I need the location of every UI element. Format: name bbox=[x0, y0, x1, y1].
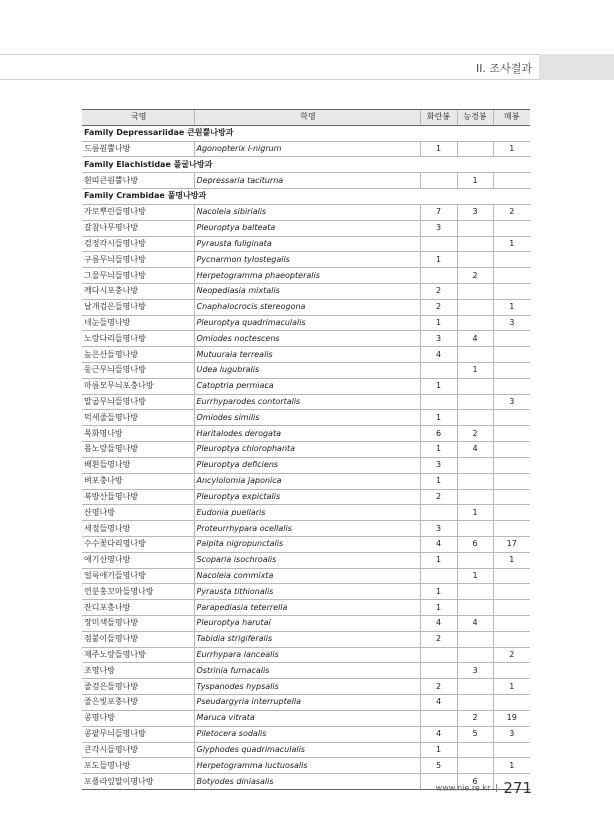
count-maebong-cell bbox=[493, 505, 530, 521]
count-hwaranbong-cell bbox=[420, 394, 457, 410]
table-row bbox=[82, 647, 530, 663]
scientific-name-cell: Herpetogramma phaeopteralis bbox=[194, 268, 420, 284]
scientific-name-cell: Glyphodes quadrimaculalis bbox=[194, 742, 420, 758]
korean-name-cell: 둥근무늬들명나방 bbox=[82, 363, 194, 379]
table-row bbox=[82, 726, 530, 742]
table-body bbox=[82, 125, 530, 789]
scientific-name-cell: Eudonia puellaris bbox=[194, 505, 420, 521]
count-neunggyeongbong-cell bbox=[457, 647, 493, 663]
count-maebong-cell: 19 bbox=[493, 710, 530, 726]
count-neunggyeongbong-cell bbox=[457, 283, 493, 299]
table-row bbox=[82, 552, 530, 568]
korean-name-cell: 흰띠큰원뿔나방 bbox=[82, 173, 194, 189]
table-row bbox=[82, 268, 530, 284]
count-hwaranbong-cell: 1 bbox=[420, 473, 457, 489]
count-maebong-cell bbox=[493, 521, 530, 537]
scientific-name-cell: Botyodes diniasalis bbox=[194, 774, 420, 790]
scientific-name-cell: Mutuuraia terrealis bbox=[194, 347, 420, 363]
scientific-name-cell: Piletocera sodalis bbox=[194, 726, 420, 742]
count-maebong-cell bbox=[493, 347, 530, 363]
family-label: Family Crambidae 풀명나방과 bbox=[82, 189, 530, 205]
count-maebong-cell: 2 bbox=[493, 647, 530, 663]
table-row bbox=[82, 347, 530, 363]
count-maebong-cell: 1 bbox=[493, 141, 530, 157]
scientific-name-cell: Eurrhypara lancealis bbox=[194, 647, 420, 663]
count-hwaranbong-cell: 3 bbox=[420, 521, 457, 537]
count-neunggyeongbong-cell bbox=[457, 552, 493, 568]
count-maebong-cell bbox=[493, 173, 530, 189]
scientific-name-cell: Catoptria permiaca bbox=[194, 378, 420, 394]
count-hwaranbong-cell: 2 bbox=[420, 679, 457, 695]
table-row bbox=[82, 442, 530, 458]
scientific-name-cell: Proteurrhypara ocellalis bbox=[194, 521, 420, 537]
count-maebong-cell bbox=[493, 616, 530, 632]
col-site-hwaranbong: 화란봉 bbox=[420, 110, 457, 126]
count-maebong-cell bbox=[493, 489, 530, 505]
table-row bbox=[82, 141, 530, 157]
scientific-name-cell: Pleuroptya harutai bbox=[194, 616, 420, 632]
count-hwaranbong-cell: 1 bbox=[420, 315, 457, 331]
count-maebong-cell bbox=[493, 268, 530, 284]
korean-name-cell: 날개검은들명나방 bbox=[82, 299, 194, 315]
count-hwaranbong-cell: 4 bbox=[420, 536, 457, 552]
scientific-name-cell: Ostrinia furnacalis bbox=[194, 663, 420, 679]
count-neunggyeongbong-cell: 4 bbox=[457, 616, 493, 632]
count-hwaranbong-cell: 2 bbox=[420, 631, 457, 647]
count-neunggyeongbong-cell bbox=[457, 410, 493, 426]
count-maebong-cell: 1 bbox=[493, 236, 530, 252]
korean-name-cell: 노랑다리들명나방 bbox=[82, 331, 194, 347]
count-hwaranbong-cell: 1 bbox=[420, 141, 457, 157]
count-maebong-cell bbox=[493, 410, 530, 426]
count-hwaranbong-cell bbox=[420, 173, 457, 189]
korean-name-cell: 마름모무늬포충나방 bbox=[82, 378, 194, 394]
family-row bbox=[82, 125, 530, 141]
count-maebong-cell: 17 bbox=[493, 536, 530, 552]
count-hwaranbong-cell: 3 bbox=[420, 457, 457, 473]
korean-name-cell: 목화명나방 bbox=[82, 426, 194, 442]
scientific-name-cell: Parapediasia teterrella bbox=[194, 600, 420, 616]
table-row bbox=[82, 204, 530, 220]
count-maebong-cell: 3 bbox=[493, 726, 530, 742]
count-neunggyeongbong-cell bbox=[457, 742, 493, 758]
count-hwaranbong-cell: 1 bbox=[420, 252, 457, 268]
table-row bbox=[82, 710, 530, 726]
count-hwaranbong-cell bbox=[420, 363, 457, 379]
header-rule bbox=[0, 54, 614, 55]
scientific-name-cell: Omiodes noctescens bbox=[194, 331, 420, 347]
korean-name-cell: 콩팥무늬들명나방 bbox=[82, 726, 194, 742]
count-neunggyeongbong-cell: 6 bbox=[457, 536, 493, 552]
table-row bbox=[82, 505, 530, 521]
table-row bbox=[82, 536, 530, 552]
korean-name-cell: 점붙이들명나방 bbox=[82, 631, 194, 647]
count-maebong-cell bbox=[493, 584, 530, 600]
korean-name-cell: 연분홍꼬마들명나방 bbox=[82, 584, 194, 600]
count-neunggyeongbong-cell bbox=[457, 473, 493, 489]
scientific-name-cell: Pseudargyria interruptella bbox=[194, 695, 420, 711]
count-hwaranbong-cell: 1 bbox=[420, 600, 457, 616]
count-neunggyeongbong-cell: 6 bbox=[457, 774, 493, 790]
scientific-name-cell: Pleuroptya chlorophanta bbox=[194, 442, 420, 458]
table-row bbox=[82, 489, 530, 505]
korean-name-cell: 가로뿌린들명나방 bbox=[82, 204, 194, 220]
scientific-name-cell: Palpita nigropunctalis bbox=[194, 536, 420, 552]
count-neunggyeongbong-cell bbox=[457, 758, 493, 774]
korean-name-cell: 장미색들명나방 bbox=[82, 616, 194, 632]
count-neunggyeongbong-cell bbox=[457, 378, 493, 394]
count-maebong-cell bbox=[493, 220, 530, 236]
family-label: Family Depressariidae 큰원뿔나방과 bbox=[82, 125, 530, 141]
korean-name-cell: 검정각시들명나방 bbox=[82, 236, 194, 252]
table-row bbox=[82, 220, 530, 236]
korean-name-cell: 줄검은들명나방 bbox=[82, 679, 194, 695]
count-maebong-cell bbox=[493, 442, 530, 458]
table-row bbox=[82, 173, 530, 189]
count-hwaranbong-cell bbox=[420, 647, 457, 663]
count-maebong-cell bbox=[493, 631, 530, 647]
scientific-name-cell: Nacoleia commixta bbox=[194, 568, 420, 584]
count-hwaranbong-cell: 3 bbox=[420, 331, 457, 347]
count-hwaranbong-cell bbox=[420, 568, 457, 584]
scientific-name-cell: Udea lugubralis bbox=[194, 363, 420, 379]
table-row bbox=[82, 663, 530, 679]
scientific-name-cell: Pyrausta fuliginata bbox=[194, 236, 420, 252]
scientific-name-cell: Agonopterix l-nigrum bbox=[194, 141, 420, 157]
scientific-name-cell: Eurrhyparodes contortalis bbox=[194, 394, 420, 410]
count-neunggyeongbong-cell bbox=[457, 679, 493, 695]
scientific-name-cell: Maruca vitrata bbox=[194, 710, 420, 726]
scientific-name-cell: Tyspanodes hypsalis bbox=[194, 679, 420, 695]
count-neunggyeongbong-cell: 2 bbox=[457, 426, 493, 442]
count-neunggyeongbong-cell bbox=[457, 584, 493, 600]
korean-name-cell: 포도들명나방 bbox=[82, 758, 194, 774]
korean-name-cell: 잔디포충나방 bbox=[82, 600, 194, 616]
table-row bbox=[82, 283, 530, 299]
scientific-name-cell: Ancylolomia japonica bbox=[194, 473, 420, 489]
count-maebong-cell: 1 bbox=[493, 758, 530, 774]
table-row bbox=[82, 758, 530, 774]
count-neunggyeongbong-cell bbox=[457, 141, 493, 157]
count-maebong-cell bbox=[493, 426, 530, 442]
scientific-name-cell: Cnaphalocrocis stereogona bbox=[194, 299, 420, 315]
count-maebong-cell: 3 bbox=[493, 394, 530, 410]
table-row bbox=[82, 568, 530, 584]
scientific-name-cell: Pleuroptya balteata bbox=[194, 220, 420, 236]
count-hwaranbong-cell: 7 bbox=[420, 204, 457, 220]
table-row bbox=[82, 457, 530, 473]
korean-name-cell: 얼룩애기들명나방 bbox=[82, 568, 194, 584]
count-neunggyeongbong-cell: 1 bbox=[457, 363, 493, 379]
running-header bbox=[0, 54, 614, 80]
count-neunggyeongbong-cell: 1 bbox=[457, 505, 493, 521]
count-neunggyeongbong-cell bbox=[457, 252, 493, 268]
scientific-name-cell: Pleuroptya expictalis bbox=[194, 489, 420, 505]
scientific-name-cell: Tabidia strigiferalis bbox=[194, 631, 420, 647]
count-maebong-cell bbox=[493, 331, 530, 347]
table-row bbox=[82, 363, 530, 379]
table-row bbox=[82, 410, 530, 426]
count-neunggyeongbong-cell bbox=[457, 220, 493, 236]
scientific-name-cell: Herpetogramma luctuosalis bbox=[194, 758, 420, 774]
korean-name-cell: 드름원뿔나방 bbox=[82, 141, 194, 157]
count-neunggyeongbong-cell bbox=[457, 600, 493, 616]
col-korean-name: 국명 bbox=[82, 110, 194, 126]
count-neunggyeongbong-cell bbox=[457, 236, 493, 252]
count-neunggyeongbong-cell bbox=[457, 457, 493, 473]
scientific-name-cell: Haritalodes derogata bbox=[194, 426, 420, 442]
table-row bbox=[82, 679, 530, 695]
table-row bbox=[82, 426, 530, 442]
family-row bbox=[82, 189, 530, 205]
table-row bbox=[82, 616, 530, 632]
korean-name-cell: 콩명나방 bbox=[82, 710, 194, 726]
count-hwaranbong-cell: 6 bbox=[420, 426, 457, 442]
korean-name-cell: 구름무늬들명나방 bbox=[82, 252, 194, 268]
count-hwaranbong-cell bbox=[420, 505, 457, 521]
col-scientific-name: 학명 bbox=[194, 110, 420, 126]
table-header-row bbox=[82, 110, 530, 126]
header-tab bbox=[539, 54, 614, 80]
count-hwaranbong-cell: 2 bbox=[420, 299, 457, 315]
table-row bbox=[82, 521, 530, 537]
korean-name-cell: 그물무늬들명나방 bbox=[82, 268, 194, 284]
scientific-name-cell: Pleuroptya deficiens bbox=[194, 457, 420, 473]
korean-name-cell: 먹세줄들명나방 bbox=[82, 410, 194, 426]
count-maebong-cell bbox=[493, 473, 530, 489]
korean-name-cell: 말굽무늬들명나방 bbox=[82, 394, 194, 410]
count-hwaranbong-cell bbox=[420, 268, 457, 284]
korean-name-cell: 높은산들명나방 bbox=[82, 347, 194, 363]
count-neunggyeongbong-cell: 3 bbox=[457, 663, 493, 679]
count-neunggyeongbong-cell bbox=[457, 315, 493, 331]
count-hwaranbong-cell: 1 bbox=[420, 410, 457, 426]
count-neunggyeongbong-cell: 5 bbox=[457, 726, 493, 742]
korean-name-cell: 애기산명나방 bbox=[82, 552, 194, 568]
table-row bbox=[82, 378, 530, 394]
count-hwaranbong-cell bbox=[420, 236, 457, 252]
count-hwaranbong-cell bbox=[420, 663, 457, 679]
count-neunggyeongbong-cell: 2 bbox=[457, 268, 493, 284]
table-row bbox=[82, 473, 530, 489]
scientific-name-cell: Omiodes similis bbox=[194, 410, 420, 426]
count-neunggyeongbong-cell bbox=[457, 347, 493, 363]
scientific-name-cell: Pyrausta tithionalis bbox=[194, 584, 420, 600]
count-hwaranbong-cell: 5 bbox=[420, 758, 457, 774]
scientific-name-cell: Depressaria taciturna bbox=[194, 173, 420, 189]
header-bottom-rule bbox=[0, 79, 540, 80]
count-hwaranbong-cell: 1 bbox=[420, 584, 457, 600]
count-neunggyeongbong-cell bbox=[457, 695, 493, 711]
scientific-name-cell: Nacoleia sibirialis bbox=[194, 204, 420, 220]
table-row bbox=[82, 331, 530, 347]
count-maebong-cell bbox=[493, 695, 530, 711]
page-footer bbox=[436, 779, 532, 797]
count-maebong-cell bbox=[493, 378, 530, 394]
korean-name-cell: 북방산들명나방 bbox=[82, 489, 194, 505]
count-maebong-cell: 1 bbox=[493, 552, 530, 568]
scientific-name-cell: Pleuroptya quadrimaculalis bbox=[194, 315, 420, 331]
count-maebong-cell bbox=[493, 363, 530, 379]
count-neunggyeongbong-cell bbox=[457, 631, 493, 647]
count-neunggyeongbong-cell bbox=[457, 394, 493, 410]
count-maebong-cell bbox=[493, 457, 530, 473]
table-row bbox=[82, 394, 530, 410]
count-maebong-cell bbox=[493, 568, 530, 584]
count-maebong-cell bbox=[493, 283, 530, 299]
korean-name-cell: 몸노랑들명나방 bbox=[82, 442, 194, 458]
korean-name-cell: 세점들명나방 bbox=[82, 521, 194, 537]
count-hwaranbong-cell: 1 bbox=[420, 442, 457, 458]
scientific-name-cell: Scoparia isochroalis bbox=[194, 552, 420, 568]
korean-name-cell: 산명나방 bbox=[82, 505, 194, 521]
table-row bbox=[82, 236, 530, 252]
count-maebong-cell: 2 bbox=[493, 204, 530, 220]
section-title: II. 조사결과 bbox=[476, 62, 532, 75]
count-hwaranbong-cell: 1 bbox=[420, 552, 457, 568]
count-hwaranbong-cell: 3 bbox=[420, 220, 457, 236]
footer-url: www.nie.re.kr bbox=[435, 783, 491, 793]
count-hwaranbong-cell: 4 bbox=[420, 726, 457, 742]
korean-name-cell: 제주노랑들명나방 bbox=[82, 647, 194, 663]
count-maebong-cell: 1 bbox=[493, 679, 530, 695]
table-row bbox=[82, 315, 530, 331]
count-hwaranbong-cell: 4 bbox=[420, 347, 457, 363]
count-neunggyeongbong-cell: 4 bbox=[457, 331, 493, 347]
korean-name-cell: 깨다시포충나방 bbox=[82, 283, 194, 299]
korean-name-cell: 포플라잎말이명나방 bbox=[82, 774, 194, 790]
count-neunggyeongbong-cell: 2 bbox=[457, 710, 493, 726]
count-maebong-cell: 3 bbox=[493, 315, 530, 331]
korean-name-cell: 줄은빛포충나방 bbox=[82, 695, 194, 711]
korean-name-cell: 조명나방 bbox=[82, 663, 194, 679]
korean-name-cell: 갈참나무명나방 bbox=[82, 220, 194, 236]
species-table bbox=[82, 109, 530, 790]
table-row bbox=[82, 742, 530, 758]
korean-name-cell: 벼포충나방 bbox=[82, 473, 194, 489]
korean-name-cell: 큰각시들명나방 bbox=[82, 742, 194, 758]
table-row bbox=[82, 584, 530, 600]
count-hwaranbong-cell: 4 bbox=[420, 695, 457, 711]
count-maebong-cell bbox=[493, 600, 530, 616]
korean-name-cell: 네눈들명나방 bbox=[82, 315, 194, 331]
count-hwaranbong-cell bbox=[420, 710, 457, 726]
table-row bbox=[82, 252, 530, 268]
korean-name-cell: 수수꽃다리명나방 bbox=[82, 536, 194, 552]
family-label: Family Elachistidae 풀굴나방과 bbox=[82, 157, 530, 173]
table-row bbox=[82, 299, 530, 315]
count-maebong-cell bbox=[493, 742, 530, 758]
count-neunggyeongbong-cell bbox=[457, 299, 493, 315]
count-maebong-cell bbox=[493, 252, 530, 268]
scientific-name-cell: Pycnarmon tylostegalis bbox=[194, 252, 420, 268]
count-maebong-cell bbox=[493, 663, 530, 679]
table-row bbox=[82, 631, 530, 647]
count-maebong-cell: 1 bbox=[493, 299, 530, 315]
col-site-neunggyeongbong: 능경봉 bbox=[457, 110, 493, 126]
count-neunggyeongbong-cell: 1 bbox=[457, 173, 493, 189]
family-row bbox=[82, 157, 530, 173]
footer-separator bbox=[496, 784, 497, 792]
count-hwaranbong-cell: 1 bbox=[420, 378, 457, 394]
count-neunggyeongbong-cell: 3 bbox=[457, 204, 493, 220]
count-hwaranbong-cell: 1 bbox=[420, 742, 457, 758]
page-number: 271 bbox=[503, 779, 532, 797]
count-neunggyeongbong-cell bbox=[457, 489, 493, 505]
count-neunggyeongbong-cell: 4 bbox=[457, 442, 493, 458]
korean-name-cell: 배흰들명나방 bbox=[82, 457, 194, 473]
count-neunggyeongbong-cell bbox=[457, 521, 493, 537]
count-hwaranbong-cell: 4 bbox=[420, 616, 457, 632]
scientific-name-cell: Neopediasia mixtalis bbox=[194, 283, 420, 299]
table-row bbox=[82, 695, 530, 711]
count-neunggyeongbong-cell: 1 bbox=[457, 568, 493, 584]
count-hwaranbong-cell: 2 bbox=[420, 283, 457, 299]
count-hwaranbong-cell: 2 bbox=[420, 489, 457, 505]
col-site-maebong: 매봉 bbox=[493, 110, 530, 126]
table-row bbox=[82, 600, 530, 616]
